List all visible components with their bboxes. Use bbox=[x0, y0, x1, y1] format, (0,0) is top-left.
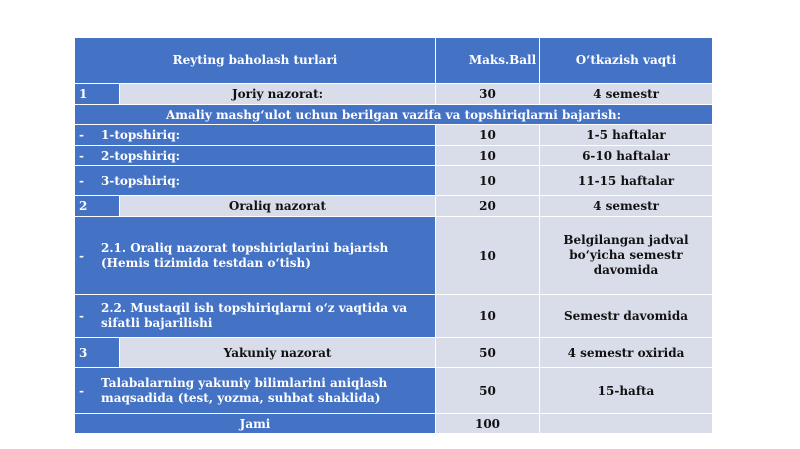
table-row bbox=[75, 125, 713, 146]
row-time-cell bbox=[540, 196, 713, 217]
row-ball: 10 bbox=[479, 128, 496, 142]
header-cell-ball bbox=[436, 38, 540, 84]
row-label: Yakuniy nazorat bbox=[223, 345, 332, 360]
row-time-cell bbox=[540, 217, 713, 295]
row-time: 4 semestr oxirida bbox=[567, 345, 685, 360]
row-time-cell bbox=[540, 84, 713, 105]
row-number: 1 bbox=[79, 87, 88, 101]
row-number-cell bbox=[75, 84, 120, 105]
row-ball: 50 bbox=[479, 383, 496, 398]
row-ball: 30 bbox=[479, 87, 496, 101]
row-ball-cell bbox=[436, 166, 540, 196]
row-dash: - bbox=[79, 383, 84, 398]
row-dash: - bbox=[79, 173, 84, 188]
header-cell-types bbox=[75, 38, 436, 84]
row-ball-cell bbox=[436, 217, 540, 295]
row-dash: - bbox=[79, 128, 84, 142]
row-label-cell bbox=[75, 146, 436, 166]
row-label: 1-topshiriq: bbox=[101, 128, 181, 142]
row-time: 11-15 haftalar bbox=[577, 173, 675, 188]
row-ball-cell bbox=[436, 368, 540, 414]
header-cell-time bbox=[540, 38, 713, 84]
row-number-cell bbox=[75, 338, 120, 368]
row-time: 6-10 haftalar bbox=[582, 148, 670, 163]
subheader-cell bbox=[75, 105, 713, 125]
row-label-cell bbox=[75, 166, 436, 196]
row-time-cell bbox=[540, 338, 713, 368]
row-time: 1-5 haftalar bbox=[586, 128, 666, 142]
total-time-cell bbox=[540, 414, 713, 434]
subheader-text: Amaliy mashg‘ulot uchun berilgan vazifa va topshiriqlarni bajarish: bbox=[165, 107, 622, 122]
table-row-subheader bbox=[75, 105, 713, 125]
row-time-cell bbox=[540, 146, 713, 166]
row-label-cell bbox=[120, 338, 436, 368]
row-label: Joriy nazorat: bbox=[231, 87, 324, 101]
table-row bbox=[75, 217, 713, 295]
row-ball-cell bbox=[436, 338, 540, 368]
row-time: Belgilangan jadval bo‘yicha semestr davomida bbox=[563, 233, 689, 277]
table-header-row bbox=[75, 38, 713, 84]
header-types-text: Reyting baholash turlari bbox=[172, 53, 338, 67]
table-row-total bbox=[75, 414, 713, 434]
row-ball: 50 bbox=[479, 345, 496, 360]
row-ball-cell bbox=[436, 295, 540, 338]
row-ball-cell bbox=[436, 84, 540, 105]
row-ball: 20 bbox=[479, 199, 496, 213]
row-label-cell bbox=[75, 125, 436, 146]
row-label: 2.2. Mustaqil ish topshiriqlarni o‘z vaqtida va sifatli bajarilishi bbox=[101, 301, 408, 330]
row-time: 4 semestr bbox=[593, 87, 659, 101]
row-dash: - bbox=[79, 309, 84, 323]
row-ball: 10 bbox=[479, 148, 496, 163]
row-label: 3-topshiriq: bbox=[101, 173, 181, 188]
row-ball: 10 bbox=[479, 309, 496, 323]
row-ball-cell bbox=[436, 146, 540, 166]
row-number: 2 bbox=[79, 199, 88, 213]
total-label: Jami bbox=[239, 416, 271, 431]
row-time-cell bbox=[540, 166, 713, 196]
row-time-cell bbox=[540, 295, 713, 338]
row-number: 3 bbox=[79, 345, 88, 360]
row-label: 2-topshiriq: bbox=[101, 148, 181, 163]
row-time: 4 semestr bbox=[593, 199, 659, 213]
row-ball-cell bbox=[436, 196, 540, 217]
row-label-cell bbox=[75, 295, 436, 338]
total-label-cell bbox=[75, 414, 436, 434]
row-label-cell bbox=[75, 217, 436, 295]
table-row bbox=[75, 295, 713, 338]
table-row bbox=[75, 146, 713, 166]
header-ball-text: Maks.Ball bbox=[468, 53, 537, 67]
row-dash: - bbox=[79, 248, 84, 263]
row-label: Oraliq nazorat bbox=[228, 199, 327, 213]
row-label: Talabalarning yakuniy bilimlarini aniqlash maqsadida (test, yozma, suhbat shaklida) bbox=[101, 375, 388, 405]
row-time: 15-hafta bbox=[597, 383, 655, 398]
table-row bbox=[75, 84, 713, 105]
row-number-cell bbox=[75, 196, 120, 217]
table-row bbox=[75, 338, 713, 368]
total-ball-cell bbox=[436, 414, 540, 434]
row-ball: 10 bbox=[479, 173, 496, 188]
row-ball: 10 bbox=[479, 248, 496, 263]
row-time-cell bbox=[540, 125, 713, 146]
table-row bbox=[75, 196, 713, 217]
table-row bbox=[75, 166, 713, 196]
row-time-cell bbox=[540, 368, 713, 414]
header-time-text: O‘tkazish vaqti bbox=[575, 53, 677, 67]
total-ball: 100 bbox=[474, 416, 501, 431]
table-row bbox=[75, 368, 713, 414]
row-label-cell bbox=[120, 84, 436, 105]
row-label-cell bbox=[75, 368, 436, 414]
row-label: 2.1. Oraliq nazorat topshiriqlarini bajarish (Hemis tizimida testdan o‘tish) bbox=[101, 240, 389, 270]
row-ball-cell bbox=[436, 125, 540, 146]
row-time: Semestr davomida bbox=[564, 309, 688, 323]
row-dash: - bbox=[79, 148, 84, 163]
row-label-cell bbox=[120, 196, 436, 217]
